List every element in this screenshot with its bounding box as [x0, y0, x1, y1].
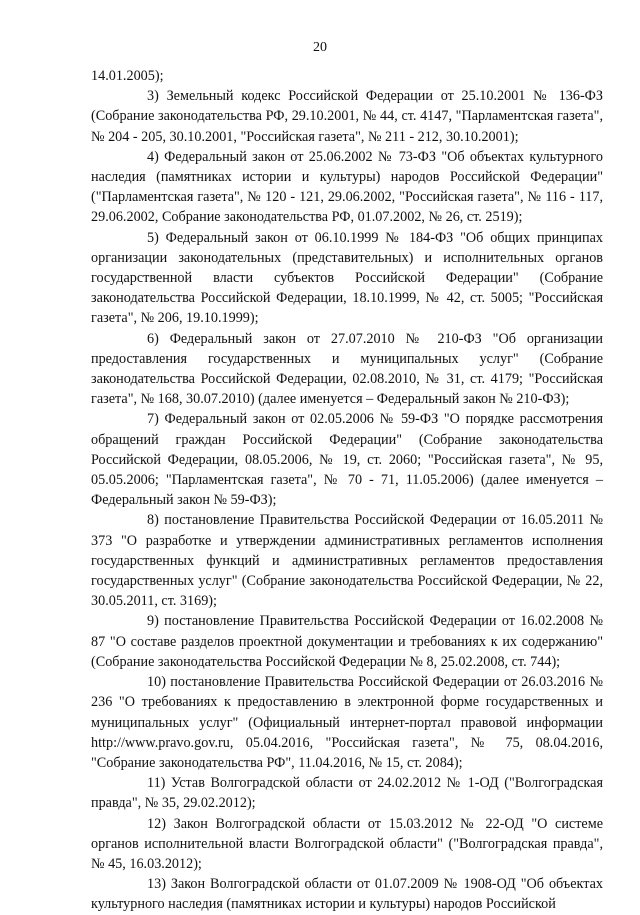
list-item-8: 8) постановление Правительства Российской Федерации от 16.05.2011 № 373 "О разработке и утверждении административных регламентов исполнения государственных функций и административных регламентов предоставления государственных услуг" (Собрание законодательства Российской Федерации, № 22, 30.05.2011, ст. 3169);	[91, 512, 603, 610]
list-item-9: 9) постановление Правительства Российской Федерации от 16.02.2008 № 87 "О составе разделов проектной документации и требованиях к их содержанию" (Собрание законодательства Российской Федерации № 8, 25.02.2008, ст. 744);	[91, 613, 603, 670]
list-item-6: 6) Федеральный закон от 27.07.2010 № 210-ФЗ "Об организации предоставления государственных и муниципальных услуг" (Собрание законодательства Российской Федерации, 02.08.2010, № 31, ст. 4179; "Российская газета", № 168, 30.07.2010) (далее именуется – Федеральный закон № 210-ФЗ);	[91, 330, 603, 408]
list-item-5: 5) Федеральный закон от 06.10.1999 № 184-ФЗ "Об общих принципах организации законодательных (представительных) и исполнительных органов государственной власти субъектов Российской Федерации" (Собрание законодательства Российской Федерации, 18.10.1999, № 42, ст. 5005; "Российская газета", № 206, 19.10.1999);	[91, 229, 603, 327]
list-item-11: 11) Устав Волгоградской области от 24.02.2012 № 1-ОД ("Волгоградская правда", № 35, 29.02.2012);	[91, 775, 603, 812]
list-item-12: 12) Закон Волгоградской области от 15.03.2012 № 22-ОД "О системе органов исполнительной власти Волгоградской области" ("Волгоградская правда", № 45, 16.03.2012);	[91, 815, 603, 872]
list-item-4: 4) Федеральный закон от 25.06.2002 № 73-ФЗ "Об объектах культурного наследия (памятниках истории и культуры) народов Российской Федерации" ("Парламентская газета", № 120 - 121, 29.06.2002, "Российская газета", № 116 - 117, 29.06.2002, Собрание законодательства РФ, 01.07.2002, № 26, ст. 2519);	[91, 148, 603, 226]
page-number: 20	[313, 40, 327, 55]
list-item-13: 13) Закон Волгоградской области от 01.07.2009 № 1908-ОД "Об объектах культурного наследия (памятниках истории и культуры) народов Российской	[91, 876, 603, 913]
document-body	[91, 66, 603, 915]
paragraph-continuation: 14.01.2005);	[91, 68, 164, 84]
list-item-3: 3) Земельный кодекс Российской Федерации от 25.10.2001 № 136-ФЗ (Собрание законодательства РФ, 29.10.2001, № 44, ст. 4147, "Парламентская газета", № 204 - 205, 30.10.2001, "Российская газета", № 211 - 212, 30.10.2001);	[91, 88, 603, 145]
list-item-7: 7) Федеральный закон от 02.05.2006 № 59-ФЗ "О порядке рассмотрения обращений граждан Российской Федерации" (Собрание законодательства Российской Федерации, 08.05.2006, № 19, ст. 2060; "Российская газета", № 95, 05.05.2006; "Парламентская газета", № 70 - 71, 11.05.2006) (далее именуется – Федеральный закон № 59-ФЗ);	[91, 411, 603, 509]
list-item-10: 10) постановление Правительства Российской Федерации от 26.03.2016 № 236 "О требованиях к предоставлению в электронной форме государственных и муниципальных услуг" (Официальный интернет-портал правовой информации http://www.pravo.gov.ru, 05.04.2016, "Российская газета", № 75, 08.04.2016, "Собрание законодательства РФ", 11.04.2016, № 15, ст. 2084);	[91, 674, 603, 771]
